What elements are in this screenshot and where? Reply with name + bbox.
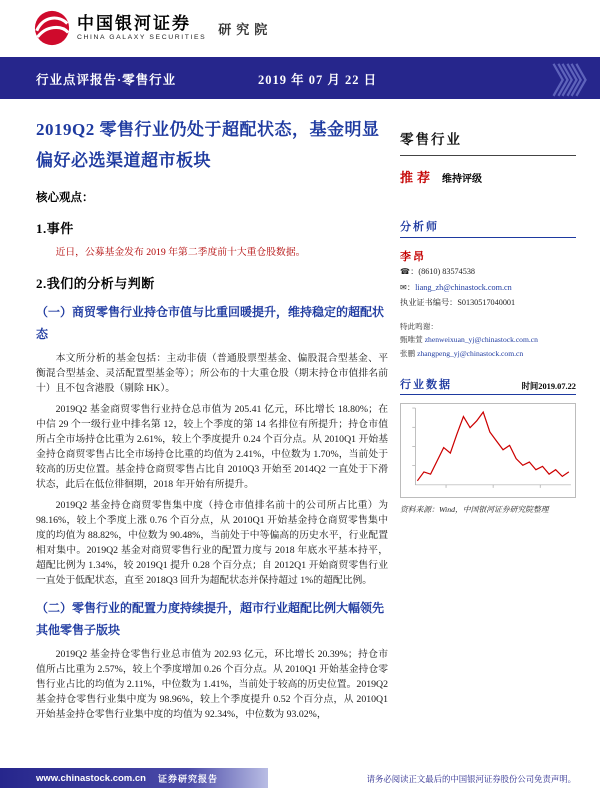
analyst-section-label: 分析师 <box>400 218 576 238</box>
industry-chart-svg <box>401 404 575 497</box>
phone-icon: ☎： <box>400 267 419 276</box>
thanks-item <box>400 347 576 361</box>
chart-source: 资料来源：Wind，中国银河证券研究院整理 <box>400 504 549 514</box>
subsection-2-paragraph-1: 2019Q2 基金持仓零售行业总市值为 202.93 亿元，环比增长 20.39%；持仓市值所占比重为 2.57%，较上个季度增加 0.26 个百分点。从 2010Q1 开始基金持仓零售行业占比的均值为 2.11%，中位数为 1.41%，当前处于较高的历史位置。2019Q2 基金持仓零售行业集中度为 98.96%，较上个季度提升 0.52 个百分点，从 2010Q1 开始基金持仓零售行业集中度的均值为 92.34%，中位数为 93.02%， <box>36 648 388 720</box>
industry-data-label: 行业数据 <box>400 378 452 391</box>
section-1-paragraph: 近日，公募基金发布 2019 年第二季度前十大重仓股数据。 <box>55 246 306 258</box>
cert-number: S0130517040001 <box>457 298 516 308</box>
rating-badge: 推荐 <box>400 170 435 185</box>
report-body <box>36 114 388 722</box>
chart-line <box>417 412 568 481</box>
brand-block <box>34 10 272 46</box>
brand-name: 中国银河证券 <box>77 14 191 34</box>
industry-data-time: 时间2019.07.22 <box>521 381 576 391</box>
rating-row <box>400 167 576 186</box>
report-title: 2019Q2 零售行业仍处于超配状态，基金明显偏好必选渠道超市板块 <box>36 120 380 171</box>
analyst-email[interactable]: liang_zh@chinastock.com.cn <box>415 282 512 292</box>
footer-bar <box>0 768 268 788</box>
thanks-item <box>400 333 576 347</box>
header <box>0 0 600 57</box>
core-viewpoints-label: 核心观点： <box>36 191 94 204</box>
rating-status: 维持评级 <box>442 174 483 185</box>
industry-data-header <box>400 376 576 395</box>
analyst-email-line <box>400 280 576 296</box>
report-date: 2019 年 07 月 22 日 <box>258 73 378 87</box>
industry-chart <box>400 403 576 498</box>
banner <box>0 57 600 99</box>
phone-number: (8610) 83574538 <box>418 267 476 276</box>
analyst-phone-line <box>400 264 576 280</box>
section-1-heading: 1.事件 <box>36 220 74 236</box>
sidebar <box>400 128 576 515</box>
institute-label: 研究院 <box>218 21 273 37</box>
subsection-1-paragraph-2: 2019Q2 基金商贸零售行业持仓总市值为 205.41 亿元，环比增长 18.80%；在中信 29 个一级行业中排名第 12，较上个季度的第 14 名排位有所提升；持仓市值所占全市场持仓比重为 2.61%，较上个季度提升 0.24 个百分点。从 2010Q1 开始基金持仓商贸零售占比全市场持仓比重的均值为 2.41%，中位数为 1.70%，当前处于较高的历史位置。基金持仓商贸零售占比自 2010Q3 开始至 2014Q2 一直处于下滑状态，此后在低位徘徊期，2018 年开始有所提升。 <box>36 403 388 490</box>
thanks-name: 甄唯萱 <box>400 335 423 345</box>
section-2-heading: 2.我们的分析与判断 <box>36 275 155 291</box>
footer <box>0 768 600 788</box>
footer-site-link[interactable]: www.chinastock.com.cn <box>36 772 146 784</box>
acknowledgement-block <box>400 320 576 361</box>
thanks-email[interactable]: zhenweixuan_yj@chinastock.com.cn <box>424 335 538 345</box>
subsection-1-paragraph-3: 2019Q2 基金持仓商贸零售集中度（持仓市值排名前十的公司所占比重）为 98.16%，较上个季度上涨 0.76 个百分点，从 2010Q1 开始基金持仓商贸零售集中度的均值为 88.82%，中位数为 90.48%，当前处于中等偏高的历史水平，行业配置相对集中。2019Q2 基金对商贸零售行业的配置力度与 2018 年底水平基本持平，超配比例为 1.34%，较 2019Q1 提升 0.28 个百分点；自 2012Q1 开始商贸零售行业一直处于低配状态，直至 2018Q3 回升为超配状态并保持超过 1%的超配比例。 <box>36 499 388 586</box>
email-icon: ✉： <box>400 282 416 292</box>
cert-label: 执业证书编号： <box>400 298 458 308</box>
industry-label: 零售行业 <box>400 128 576 156</box>
analyst-cert-line <box>400 295 576 311</box>
thanks-email[interactable]: zhangpeng_yj@chinastock.com.cn <box>417 349 524 359</box>
subsection-1-heading: （一）商贸零售行业持仓市值与比重回暖提升，维持稳定的超配状态 <box>36 304 385 341</box>
banner-arrows-icon: 》》》 <box>552 64 596 99</box>
brand-name-en: CHINA GALAXY SECURITIES <box>77 33 207 41</box>
analyst-name: 李昂 <box>400 251 426 263</box>
subsection-2-heading: （二）零售行业的配置力度持续提升，超市行业超配比例大幅领先其他零售子版块 <box>36 600 385 637</box>
subsection-1-paragraph-1: 本文所分析的基金包括：主动非债（普通股票型基金、偏股混合型基金、平衡混合型基金、灵活配置型基金等）；所公布的十大重仓股（期末持仓市值排名前十）且不包含港股（剔除 HK）。 <box>36 352 388 394</box>
thanks-label: 特此鸣谢： <box>400 321 438 331</box>
report-category: 行业点评报告·零售行业 <box>36 73 177 87</box>
footer-report-tag: 证券研究报告 <box>157 773 218 784</box>
footer-disclaimer: 请务必阅读正文最后的中国银河证券股份公司免责声明。 <box>366 775 576 784</box>
brand-text <box>77 15 206 41</box>
thanks-name: 张鹏 <box>400 349 416 359</box>
galaxy-logo-icon <box>34 10 70 46</box>
